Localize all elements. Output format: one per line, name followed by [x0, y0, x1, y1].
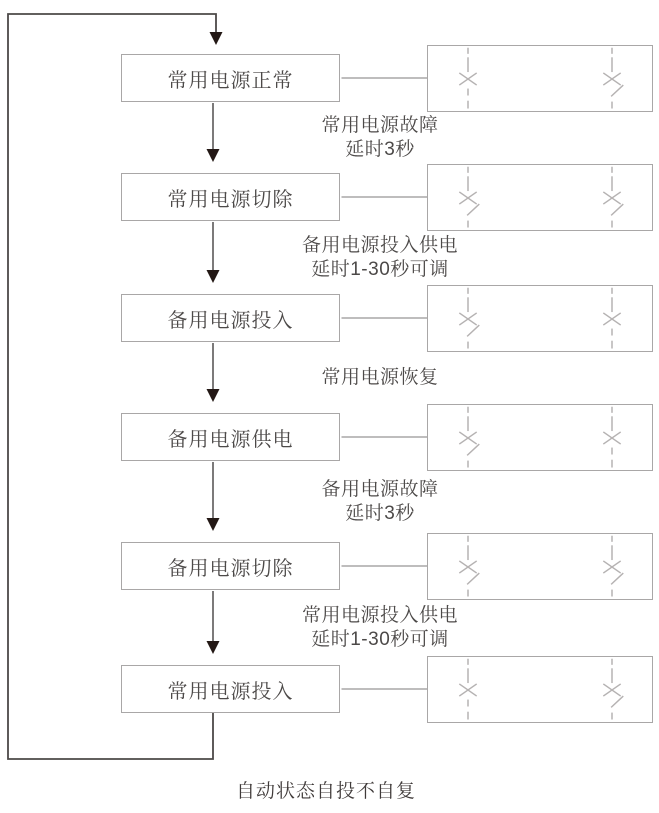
breaker-closed-icon	[594, 405, 630, 471]
transition-label-line: 延时1-30秒可调	[311, 628, 449, 650]
breaker-open-icon	[450, 405, 486, 471]
transition-label-line: 延时3秒	[345, 138, 415, 160]
transition-label	[250, 366, 510, 390]
breaker-state-box	[427, 404, 653, 471]
breaker-state-box	[427, 164, 653, 231]
transition-label	[250, 604, 510, 652]
state-box-label: 常用电源切除	[167, 188, 294, 211]
transition-label-line: 备用电源投入供电	[301, 234, 458, 256]
breaker-state-box	[427, 656, 653, 723]
breaker-open-icon	[450, 286, 486, 352]
breaker-open-icon	[450, 534, 486, 600]
flow-arrowhead-icon	[207, 389, 220, 402]
transition-label	[250, 114, 510, 162]
flow-arrowhead-icon	[207, 149, 220, 162]
breaker-closed-icon	[450, 657, 486, 723]
breaker-open-icon	[594, 46, 630, 112]
state-box-label: 备用电源供电	[167, 428, 294, 451]
breaker-closed-icon	[450, 46, 486, 112]
state-box	[121, 173, 340, 221]
transition-label-line: 备用电源故障	[321, 478, 439, 500]
transition-label-line: 常用电源恢复	[321, 366, 439, 388]
transition-label-line: 延时3秒	[345, 502, 415, 524]
state-box	[121, 54, 340, 102]
loop-arrowhead-icon	[210, 32, 223, 45]
transition-label-line: 常用电源投入供电	[301, 604, 458, 626]
breaker-open-icon	[594, 165, 630, 231]
breaker-state-box	[427, 45, 653, 112]
state-box-label: 常用电源投入	[167, 680, 294, 703]
state-box	[121, 665, 340, 713]
flow-arrowhead-icon	[207, 641, 220, 654]
state-box-label: 常用电源正常	[167, 69, 294, 92]
state-box-label: 备用电源投入	[167, 309, 294, 332]
breaker-state-box	[427, 285, 653, 352]
feedback-loop-line	[8, 14, 216, 759]
transition-label-line: 延时1-30秒可调	[311, 258, 449, 280]
state-box-label: 备用电源切除	[167, 557, 294, 580]
diagram-caption: 自动状态自投不自复	[235, 781, 416, 802]
state-box	[121, 542, 340, 590]
breaker-open-icon	[594, 657, 630, 723]
breaker-open-icon	[450, 165, 486, 231]
state-box	[121, 294, 340, 342]
flow-arrowhead-icon	[207, 518, 220, 531]
breaker-state-box	[427, 533, 653, 600]
state-box	[121, 413, 340, 461]
transition-label	[250, 478, 510, 526]
breaker-open-icon	[594, 534, 630, 600]
transition-label-line: 常用电源故障	[321, 114, 439, 136]
breaker-closed-icon	[594, 286, 630, 352]
transition-label	[250, 234, 510, 282]
flow-arrowhead-icon	[207, 270, 220, 283]
